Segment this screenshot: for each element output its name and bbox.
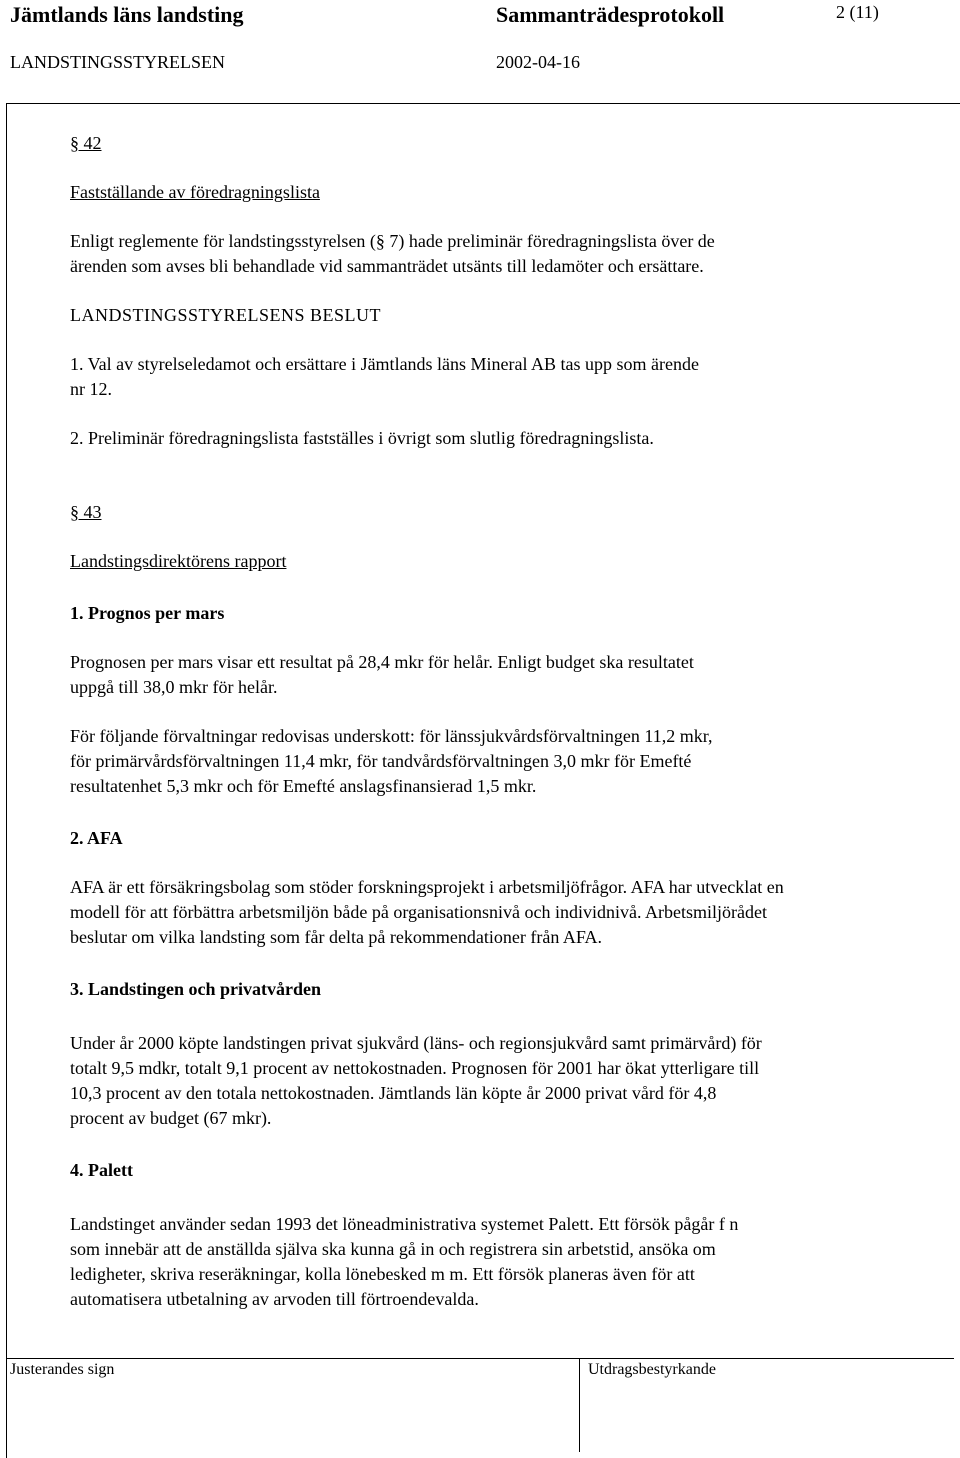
footer-rule bbox=[6, 1358, 954, 1359]
paragraph-line: För följande förvaltningar redovisas underskott: för länssjukvårdsförvaltningen 11,2 mkr, bbox=[70, 726, 713, 746]
paragraph-line: som innebär att de anställda själva ska kunna gå in och registrera sin arbetstid, ansöka om bbox=[70, 1239, 716, 1259]
paragraph-line: ledigheter, skriva reseräkningar, kolla lönebesked m m. Ett försök planeras även för att bbox=[70, 1264, 695, 1284]
frame-top-rule bbox=[6, 103, 960, 104]
section-42-body-line: ärenden som avses bli behandlade vid sammanträdet utsänts till ledamöter och ersättare. bbox=[70, 256, 704, 276]
section-42-title: Fastställande av föredragningslista bbox=[70, 182, 320, 202]
paragraph-line: Landstinget använder sedan 1993 det löneadministrativa systemet Palett. Ett försök pågår f n bbox=[70, 1214, 739, 1234]
section-43-number: § 43 bbox=[70, 502, 102, 522]
section-42-number: § 42 bbox=[70, 133, 102, 153]
section-42-body-line: Enligt reglemente för landstingsstyrelsen (§ 7) hade preliminär föredragningslista över de bbox=[70, 231, 715, 251]
footer-justerandes-sign: Justerandes sign bbox=[10, 1361, 115, 1378]
paragraph-line: Prognosen per mars visar ett resultat på 28,4 mkr för helår. Enligt budget ska resultatet bbox=[70, 652, 694, 672]
organization-name: Jämtlands läns landsting bbox=[10, 2, 244, 27]
paragraph-line: procent av budget (67 mkr). bbox=[70, 1108, 272, 1128]
frame-left-rule bbox=[6, 103, 7, 1458]
document-type: Sammanträdesprotokoll bbox=[496, 2, 725, 27]
subheading-palett: 4. Palett bbox=[70, 1160, 133, 1180]
paragraph-line: resultatenhet 5,3 mkr och för Emefté anslagsfinansierad 1,5 mkr. bbox=[70, 776, 537, 796]
paragraph-line: beslutar om vilka landsting som får delta på rekommendationer från AFA. bbox=[70, 927, 603, 947]
decision-heading: LANDSTINGSSTYRELSENS BESLUT bbox=[70, 305, 382, 325]
decision-item-1-cont: nr 12. bbox=[70, 379, 112, 399]
paragraph-line: modell för att förbättra arbetsmiljön både på organisationsnivå och individnivå. Arbetsmiljörådet bbox=[70, 902, 767, 922]
paragraph-line: automatisera utbetalning av arvoden till förtroendevalda. bbox=[70, 1289, 479, 1309]
decision-item-1: 1. Val av styrelseledamot och ersättare i Jämtlands läns Mineral AB tas upp som ärende bbox=[70, 354, 700, 374]
paragraph-line: Under år 2000 köpte landstingen privat sjukvård (läns- och regionsjukvård samt primärvård) för bbox=[70, 1033, 762, 1053]
paragraph-line: AFA är ett försäkringsbolag som stöder forskningsprojekt i arbetsmiljöfrågor. AFA har utvecklat en bbox=[70, 877, 784, 897]
meeting-date: 2002-04-16 bbox=[496, 52, 580, 72]
paragraph-line: för primärvårdsförvaltningen 11,4 mkr, för tandvårdsförvaltningen 3,0 mkr för Emefté bbox=[70, 751, 692, 771]
protocol-content bbox=[70, 131, 930, 1312]
footer-utdragsbestyrkande: Utdragsbestyrkande bbox=[588, 1361, 716, 1378]
footer-divider bbox=[579, 1358, 580, 1452]
subheading-prognos: 1. Prognos per mars bbox=[70, 603, 225, 623]
section-43-title: Landstingsdirektörens rapport bbox=[70, 551, 287, 571]
subheading-afa: 2. AFA bbox=[70, 828, 123, 848]
subheading-privatvarden: 3. Landstingen och privatvården bbox=[70, 979, 322, 999]
page-number: 2 (11) bbox=[836, 2, 879, 22]
paragraph-line: totalt 9,5 mdkr, totalt 9,1 procent av nettokostnaden. Prognosen för 2001 har ökat ytterligare till bbox=[70, 1058, 760, 1078]
paragraph-line: 10,3 procent av den totala nettokostnaden. Jämtlands län köpte år 2000 privat vård för 4,8 bbox=[70, 1083, 717, 1103]
committee-name: LANDSTINGSSTYRELSEN bbox=[10, 52, 226, 72]
paragraph-line: uppgå till 38,0 mkr för helår. bbox=[70, 677, 278, 697]
decision-item-2: 2. Preliminär föredragningslista fastställes i övrigt som slutlig föredragningslista. bbox=[70, 428, 654, 448]
